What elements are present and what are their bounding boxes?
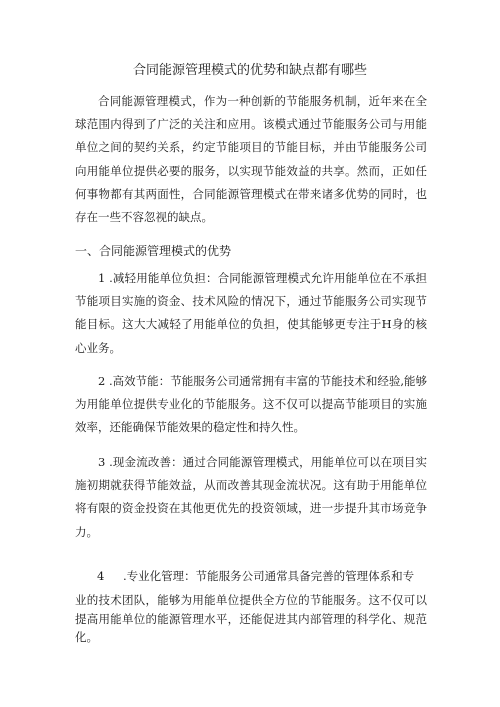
section-heading-advantages: 一、合同能源管理模式的优势 [75, 244, 232, 258]
item-text: .现金流改善：通过合同能源管理模式，用能单位可以在项目实施初期就获得节能效益，从而改善其现金流状况。这有助于用能单位将有限的资金投资在其他更优先的投资领域，进一步提升其市场竞争力。 [75, 455, 427, 539]
list-item [75, 370, 427, 440]
list-item-first-line [75, 566, 427, 586]
item-text: .减轻用能单位负担：合同能源管理模式允许用能单位在不承担节能项目实施的资金、技术风险的情况下，通过节能服务公司实现节能目标。这大大减轻了用能单位的负担，使其能够更专注于H身的核心业务。 [75, 271, 427, 355]
item-number: 1 [98, 271, 106, 285]
item-text: .高效节能：节能服务公司通常拥有丰富的节能技术和经验,能够为用能单位提供专业化的节能服务。这不仅可以提高节能项目的实施效率，还能确保节能效果的稳定性和持久性。 [75, 374, 428, 435]
item-number: 2 [98, 374, 106, 388]
intro-paragraph: 合同能源管理模式，作为一种创新的节能服务机制，近年来在全球范围内得到了广泛的关注和应用。该模式通过节能服务公司与用能单位之间的契约关系，约定节能项目的节能目标，并由节能服务公司向用能单位提供必要的服务，以实现节能效益的共享。然而，正如任何事物都有其两面性，合同能源管理模式在带来诸多优势的同时，也存在一些不容忽视的缺点。 [75, 94, 427, 225]
item-text: .专业化管理：节能服务公司通常具备完善的管理体系和专 [123, 569, 415, 583]
list-item [75, 451, 427, 544]
document-title: 合同能源管理模式的优势和缺点都有哪些 [132, 63, 367, 78]
list-item [75, 267, 427, 360]
list-item-continuation: 业的技术团队，能够为用能单位提供全方位的节能服务。这不仅可以提高用能单位的能源管理水平，还能促进其内部管理的科学化、规范化。 [75, 593, 427, 644]
item-number: 3 [98, 455, 106, 469]
item-number: 4 [97, 569, 105, 583]
